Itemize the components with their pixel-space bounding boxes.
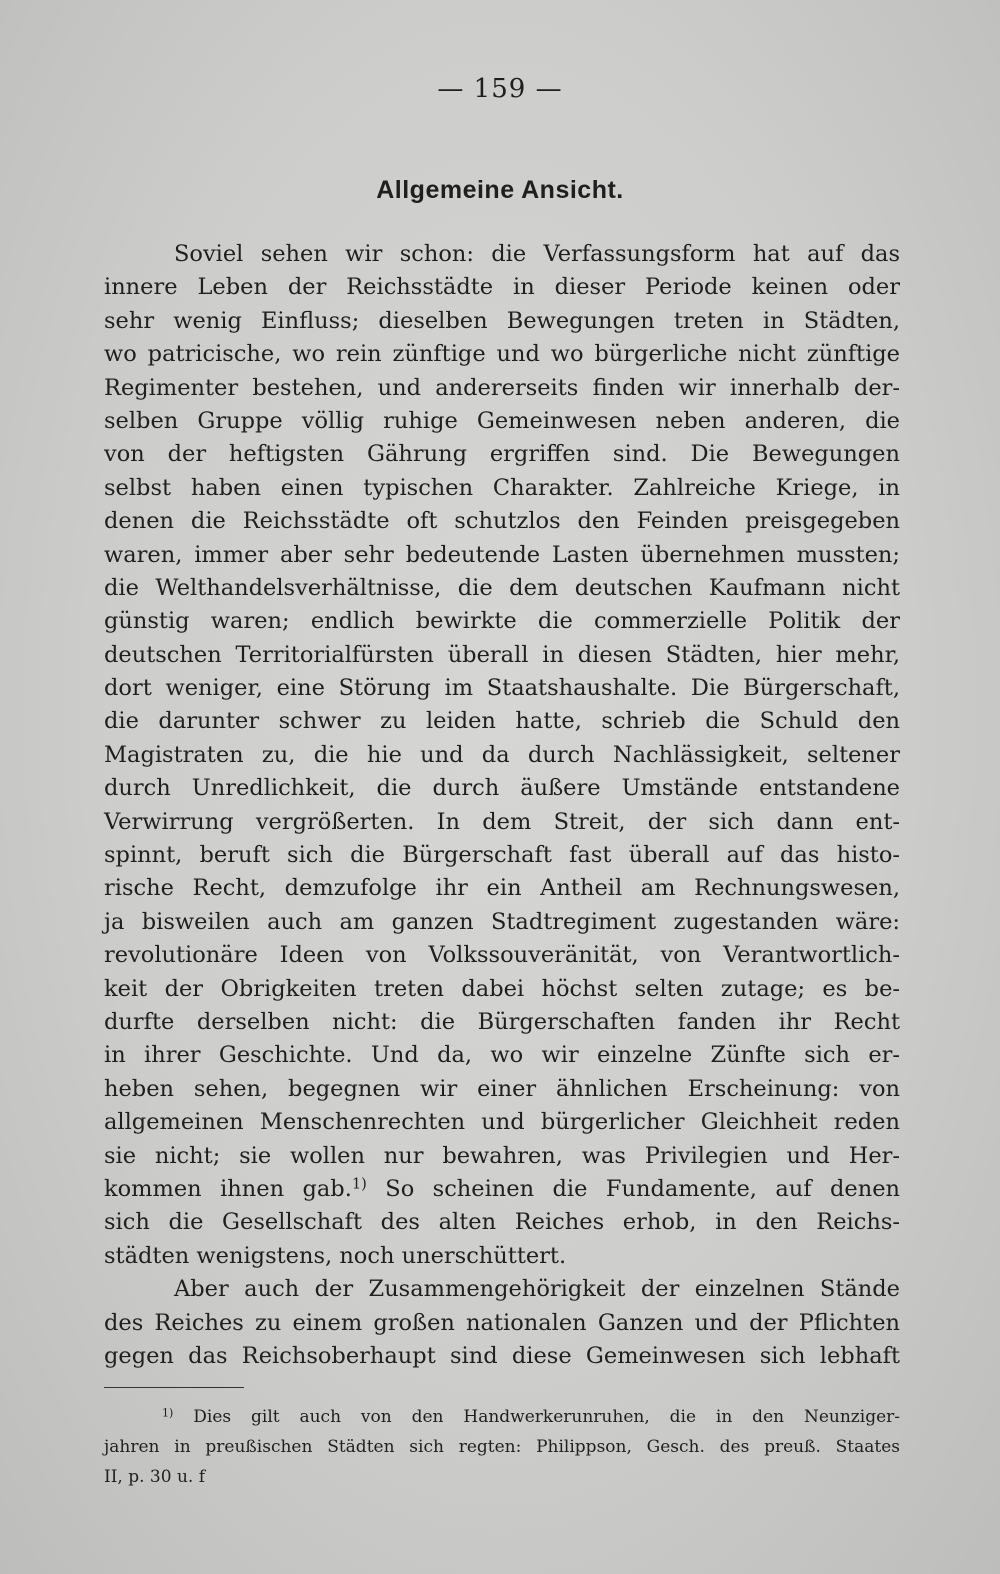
body-line: ja bisweilen auch am ganzen Stadtregiment zugestanden wäre: [104, 908, 900, 935]
body-text [104, 238, 900, 1373]
body-line: städten wenigstens, noch unerschüttert. [104, 1242, 567, 1269]
body-line: denen die Reichsstädte oft schutzlos den Feinden preisgegeben [104, 508, 900, 535]
body-line: revolutionäre Ideen von Volkssouveränität, von Verantwortlich- [104, 942, 900, 969]
body-line: dort weniger, eine Störung im Staatshaushalte. Die Bürgerschaft, [104, 675, 900, 702]
body-line: selben Gruppe völlig ruhige Gemeinwesen neben anderen, die [104, 407, 900, 434]
body-line: waren, immer aber sehr bedeutende Lasten übernehmen mussten; [104, 541, 900, 568]
body-line: spinnt, beruft sich die Bürgerschaft fast überall auf das histo- [104, 842, 900, 869]
body-line-with-footnote-ref [104, 1173, 900, 1206]
body-line: allgemeinen Menschenrechten und bürgerlicher Gleichheit reden [104, 1109, 900, 1136]
body-line: innere Leben der Reichsstädte in dieser Periode keinen oder [104, 274, 900, 301]
body-line-start: kommen ihnen gab. [104, 1175, 352, 1202]
footnote-reference: 1) [351, 1175, 367, 1193]
section-title: Allgemeine Ansicht. [376, 176, 624, 204]
body-line: die Welthandelsverhältnisse, die dem deutschen Kaufmann nicht [104, 574, 900, 601]
body-line: keit der Obrigkeiten treten dabei höchst selten zutage; es be- [104, 975, 900, 1002]
body-line: heben sehen, begegnen wir einer ähnlichen Erscheinung: von [104, 1075, 900, 1102]
body-line: günstig waren; endlich bewirkte die commerzielle Politik der [104, 608, 900, 635]
footnote-line: jahren in preußischen Städten sich regten: Philippson, Gesch. des preuß. Staates [104, 1437, 900, 1457]
footnotes [104, 1402, 900, 1492]
body-line: in ihrer Geschichte. Und da, wo wir einzelne Zünfte sich er- [104, 1042, 900, 1069]
body-line: rische Recht, demzufolge ihr ein Antheil am Rechnungswesen, [104, 875, 900, 902]
body-line: sich die Gesellschaft des alten Reiches erhob, in den Reichs- [104, 1209, 900, 1236]
body-line: Soviel sehen wir schon: die Verfassungsform hat auf das [174, 241, 900, 267]
body-line: Regimenter bestehen, und andererseits finden wir innerhalb der- [104, 374, 900, 401]
page-number: — 159 — [437, 74, 563, 104]
body-line: deutschen Territorialfürsten überall in diesen Städten, hier mehr, [104, 641, 900, 668]
body-line: Aber auch der Zusammengehörigkeit der einzelnen Stände [174, 1276, 900, 1303]
body-line-rest: So scheinen die Fundamente, auf denen [366, 1175, 900, 1202]
body-line: wo patricische, wo rein zünftige und wo bürgerliche nicht zünftige [104, 341, 900, 368]
body-line: selbst haben einen typischen Charakter. Zahlreiche Kriege, in [104, 474, 900, 501]
body-line: Verwirrung vergrößerten. In dem Streit, der sich dann ent- [104, 808, 900, 835]
body-line: durch Unredlichkeit, die durch äußere Umstände entstandene [104, 775, 900, 802]
body-line: gegen das Reichsoberhaupt sind diese Gemeinwesen sich lebhaft [104, 1342, 900, 1369]
footnote-line: II, p. 30 u. f [104, 1467, 206, 1487]
body-line: sehr wenig Einfluss; dieselben Bewegungen treten in Städten, [104, 307, 900, 334]
body-line: Magistraten zu, die hie und da durch Nachlässigkeit, seltener [104, 741, 900, 768]
body-line: sie nicht; sie wollen nur bewahren, was Privilegien und Her- [104, 1142, 900, 1169]
body-line: des Reiches zu einem großen nationalen Ganzen und der Pflichten [104, 1309, 900, 1336]
body-line: durfte derselben nicht: die Bürgerschaften fanden ihr Recht [104, 1008, 900, 1035]
footnote-text: Dies gilt auch von den Handwerkerunruhen, die in den Neunziger- [193, 1407, 901, 1427]
footnote-line [104, 1402, 900, 1432]
footnote-marker: 1) [162, 1406, 174, 1420]
footnote-divider [104, 1387, 244, 1388]
body-line: von der heftigsten Gährung ergriffen sind. Die Bewegungen [104, 441, 900, 468]
body-line: die darunter schwer zu leiden hatte, schrieb die Schuld den [104, 708, 900, 735]
